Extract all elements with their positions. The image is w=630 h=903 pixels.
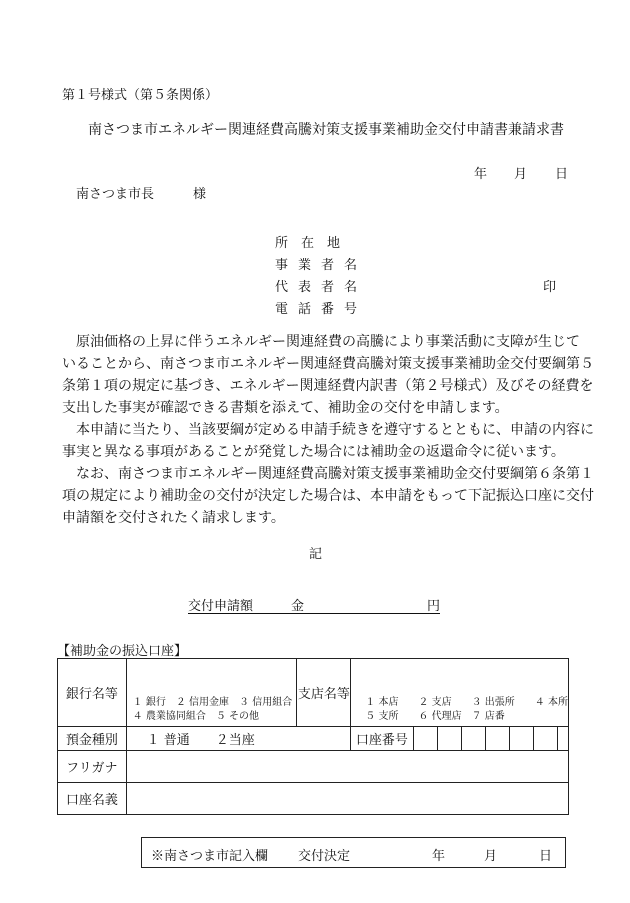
decision-day: 日 <box>539 849 553 864</box>
application-body <box>62 331 594 529</box>
bank-type-options[interactable] <box>126 695 297 727</box>
amount-label: 交付申請額 <box>188 599 254 614</box>
account-digit-cell[interactable] <box>413 727 438 751</box>
bank-name-label: 銀行名等 <box>58 659 127 727</box>
bank-account-table <box>57 658 569 815</box>
phone-label: 電話番号 <box>275 302 368 317</box>
furigana-field[interactable] <box>126 751 568 783</box>
account-holder-label: 口座名義 <box>58 783 127 815</box>
account-holder-field[interactable] <box>126 783 568 815</box>
ki-label: 記 <box>309 547 323 562</box>
account-digit-cell[interactable] <box>557 727 568 751</box>
representative-label: 代表者名 <box>275 280 368 295</box>
account-digit-cell[interactable] <box>534 727 558 751</box>
body-line: いることから、南さつま市エネルギー関連経費高騰対策支援事業補助金交付要綱第５ <box>62 356 594 372</box>
seal-mark: 印 <box>543 280 557 295</box>
document-title: 南さつま市エネルギー関連経費高騰対策支援事業補助金交付申請書兼請求書 <box>88 122 564 138</box>
account-number-label: 口座番号 <box>351 727 413 751</box>
decision-year: 年 <box>432 849 446 864</box>
date-month: 月 <box>514 167 528 182</box>
deposit-type-label: 預金種別 <box>58 727 127 751</box>
bank-name-field[interactable] <box>126 659 297 695</box>
account-digit-cell[interactable] <box>509 727 534 751</box>
body-line: 原油価格の上昇に伴うエネルギー関連経費の高騰により事業活動に支障が生じて <box>62 334 580 350</box>
branch-type-line: １ 本店 ２ 支店 ３ 出張所 ４ 本所 <box>365 697 568 709</box>
account-digit-cell[interactable] <box>438 727 462 751</box>
amount-line[interactable] <box>188 595 440 614</box>
branch-name-field[interactable] <box>351 659 569 695</box>
amount-kin: 金 <box>291 599 305 614</box>
deposit-type-options[interactable]: １ 普通 ２当座 <box>126 727 351 751</box>
bank-type-line: １ 銀行 ２ 信用金庫 ３ 信用組合 <box>132 697 293 709</box>
date-year: 年 <box>474 167 488 182</box>
body-line: 条第１項の規定に基づき、エネルギー関連経費内訳書（第２号様式）及びその経費を <box>62 378 594 394</box>
bank-type-line: ４ 農業協同組合 ５ その他 <box>132 711 260 723</box>
account-digit-cell[interactable] <box>486 727 510 751</box>
grant-decision-label: 交付決定 <box>298 849 351 864</box>
furigana-label: フリガナ <box>58 751 127 783</box>
addressee: 南さつま市長 様 <box>76 187 207 202</box>
form-number: 第１号様式（第５条関係） <box>62 88 219 103</box>
date-day: 日 <box>555 167 569 182</box>
decision-month: 月 <box>484 849 498 864</box>
body-line: なお、南さつま市エネルギー関連経費高騰対策支援事業補助金交付要綱第６条第１ <box>62 466 594 482</box>
body-line: 項の規定により補助金の交付が決定した場合は、本申請をもって下記振込口座に交付 <box>62 488 594 504</box>
branch-type-options[interactable] <box>351 695 569 727</box>
amount-yen: 円 <box>427 599 441 614</box>
body-line: 本申請に当たり、当該要綱が定める申請手続きを遵守するとともに、申請の内容に <box>62 422 594 438</box>
branch-type-line: ５ 支所 ６ 代理店 ７ 店番 <box>365 711 505 723</box>
bank-section-title: 【補助金の振込口座】 <box>57 644 188 659</box>
branch-name-label: 支店名等 <box>297 659 351 727</box>
city-use-label: ※南さつま市記入欄 <box>151 849 269 864</box>
account-digit-cell[interactable] <box>461 727 486 751</box>
body-line: 事実と異なる事項があることが発覚した場合には補助金の返還命令に従います。 <box>62 444 565 460</box>
body-line: 申請額を交付されたく請求します。 <box>62 510 285 526</box>
city-use-box <box>141 837 566 868</box>
business-name-label: 事業者名 <box>275 258 368 273</box>
body-line: 支出した事実が確認できる書類を添えて、補助金の交付を申請します。 <box>62 400 509 416</box>
address-label: 所 在 地 <box>275 236 341 251</box>
